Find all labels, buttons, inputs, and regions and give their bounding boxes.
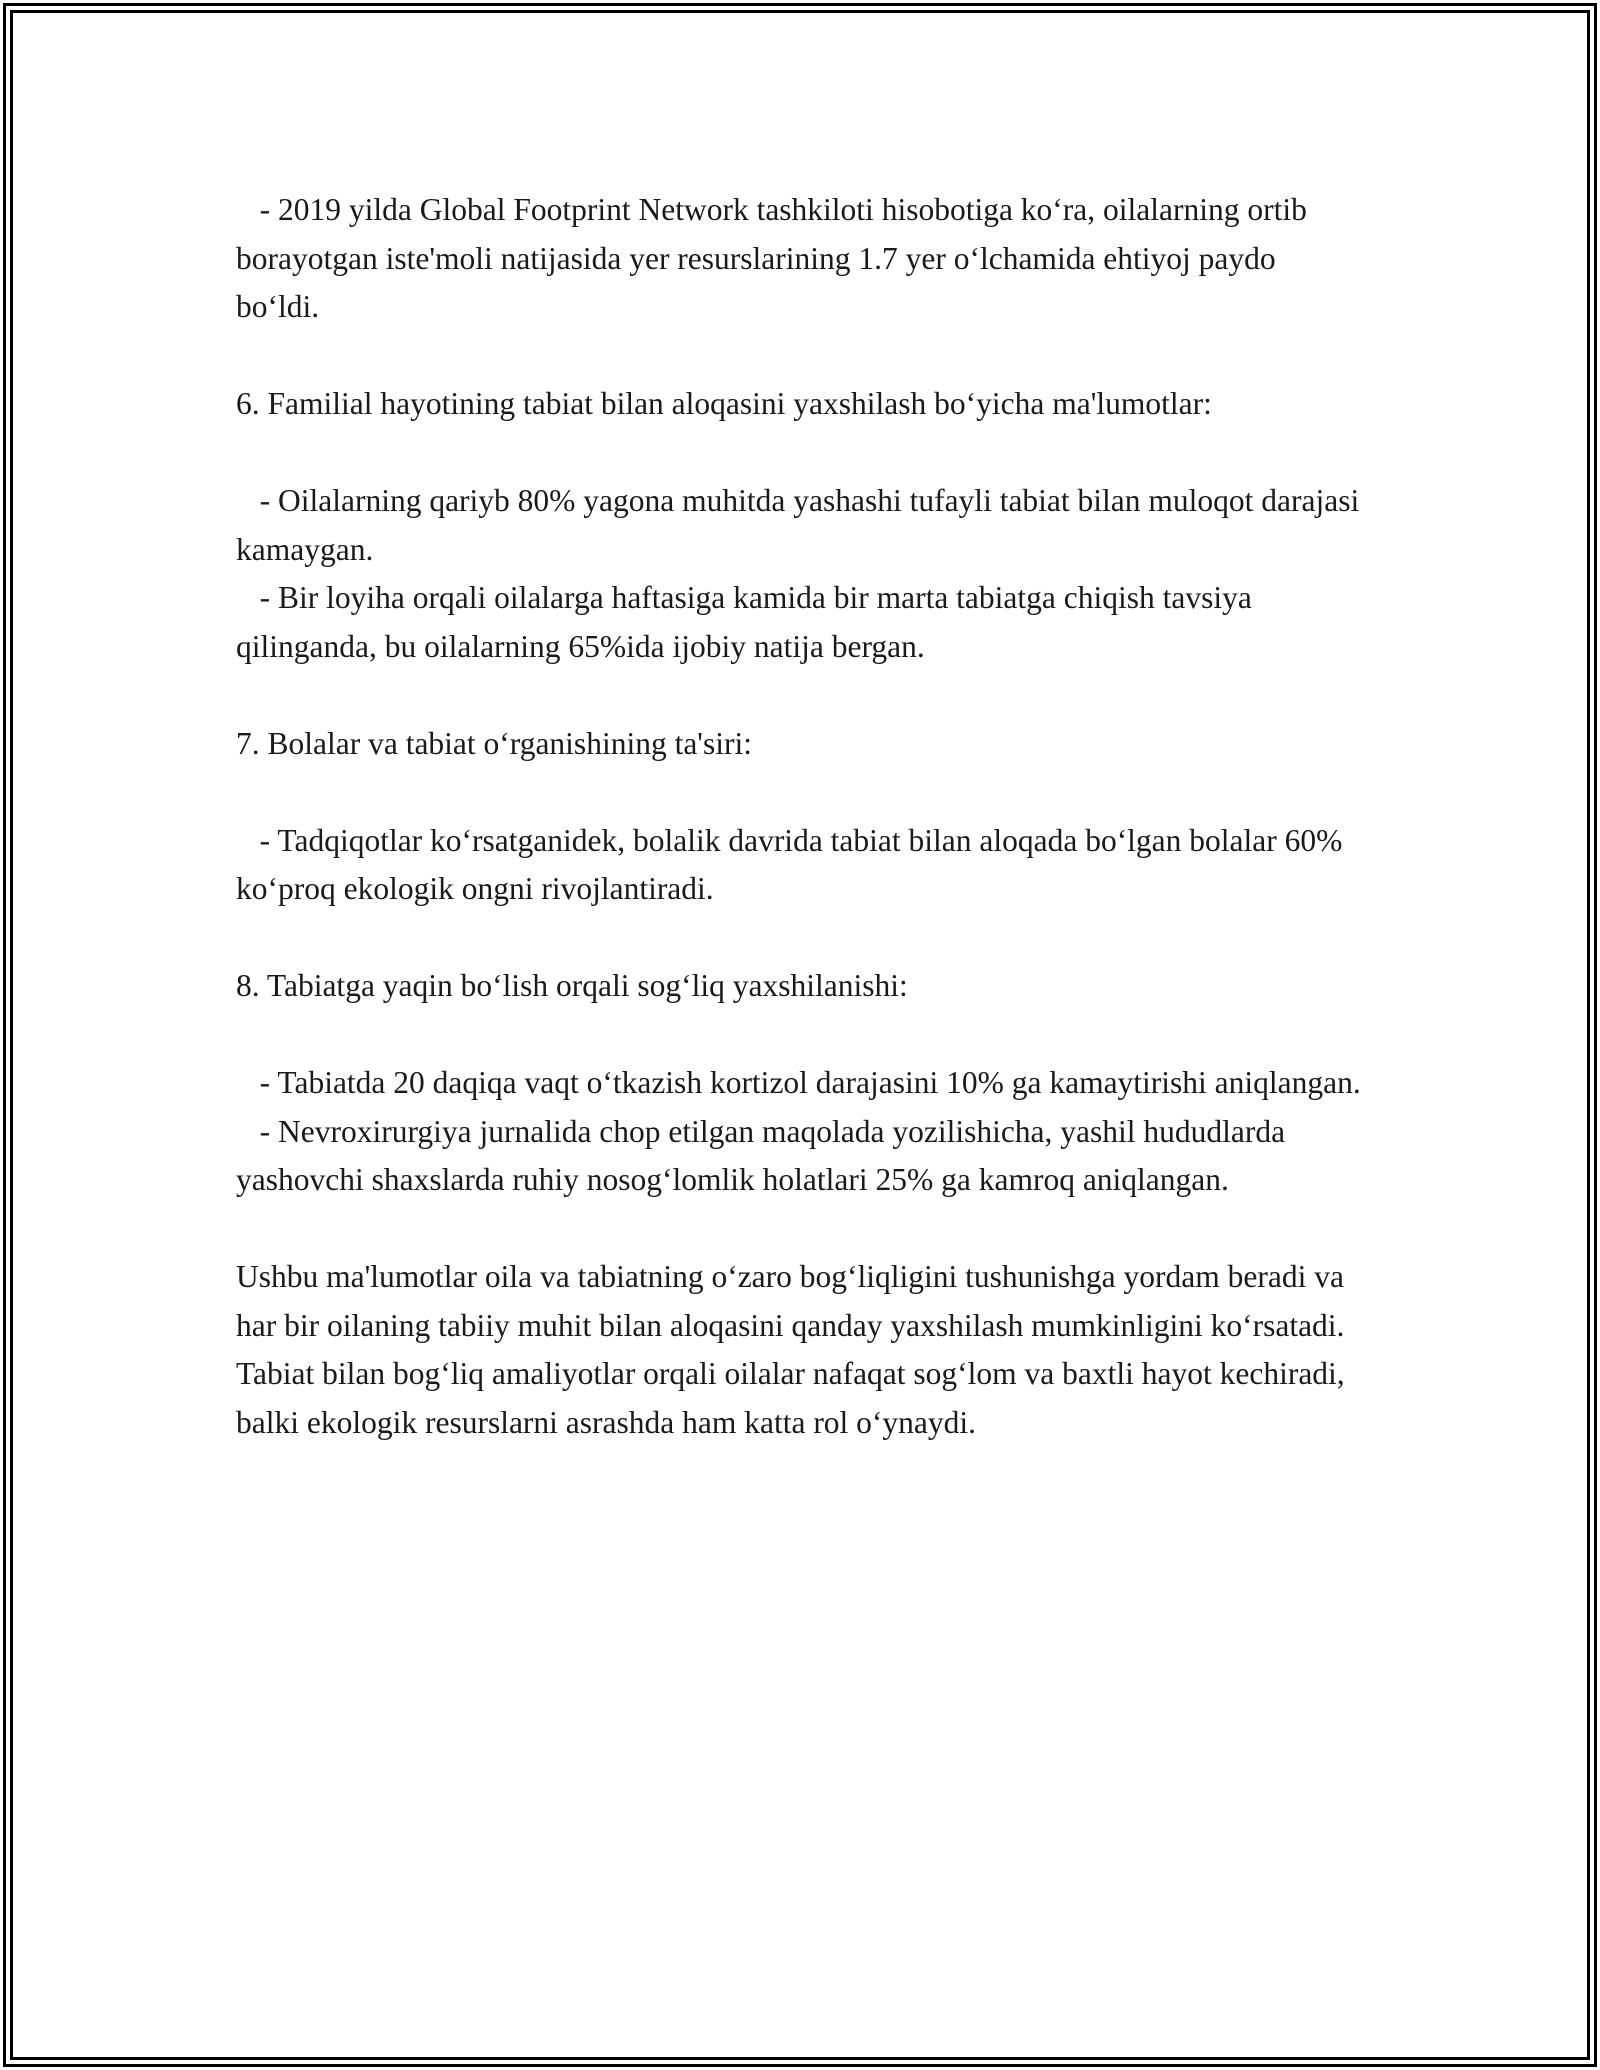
conclusion-paragraph: Ushbu ma'lumotlar oila va tabiatning oʻzaro bogʻliqligini tushunishga yordam beradi va har bir oilaning tabiiy muhit bilan aloqasini qanday yaxshilash mumkinligini koʻrsatadi. Tabiat bilan bogʻliq amaliyotlar orqali oilalar nafaqat sogʻlom va baxtli hayot kechiradi, balki ekologik resurslarni asrashda ham katta rol oʻynaydi. (236, 1259, 1345, 1440)
bullet-60-percent: - Tadqiqotlar koʻrsatganidek, bolalik davrida tabiat bilan aloqada boʻlgan bolalar 60% koʻproq ekologik ongni rivojlantiradi. (236, 822, 1351, 906)
bullet-footprint: - 2019 yilda Global Footprint Network tashkiloti hisobotiga koʻra, oilalarning ortib borayotgan iste'moli natijasida yer resurslarining 1.7 yer oʻlchamida ehtiyoj paydo boʻldi. (236, 192, 1315, 324)
bullet-65-percent: - Bir loyiha orqali oilalarga haftasiga kamida bir marta tabiatga chiqish tavsiya qilinganda, bu oilalarning 65%ida ijobiy natija bergan. (236, 580, 1260, 664)
spacer (236, 1011, 1366, 1060)
spacer (236, 914, 1366, 963)
section-heading-7: 7. Bolalar va tabiat oʻrganishining ta'siri: (236, 725, 752, 761)
spacer (236, 1205, 1366, 1254)
spacer (236, 768, 1366, 817)
document-body (236, 186, 1366, 1447)
bullet-neurosurgery: - Nevroxirurgiya jurnalida chop etilgan maqolada yozilishicha, yashil hududlarda yashovchi shaxslarda ruhiy nosogʻlomlik holatlari 25% ga kamroq aniqlangan. (236, 1113, 1293, 1197)
spacer (236, 429, 1366, 478)
section-heading-8: 8. Tabiatga yaqin boʻlish orqali sogʻliq yaxshilanishi: (236, 968, 908, 1003)
spacer (236, 671, 1366, 720)
section-heading-6: 6. Familial hayotining tabiat bilan aloqasini yaxshilash boʻyicha ma'lumotlar: (236, 386, 1212, 421)
spacer (236, 332, 1366, 381)
bullet-80-percent: - Oilalarning qariyb 80% yagona muhitda yashashi tufayli tabiat bilan muloqot darajasi kamaygan. (236, 483, 1368, 567)
bullet-cortisol: - Tabiatda 20 daqiqa vaqt oʻtkazish kortizol darajasini 10% ga kamaytirishi aniqlangan. (236, 1065, 1361, 1100)
